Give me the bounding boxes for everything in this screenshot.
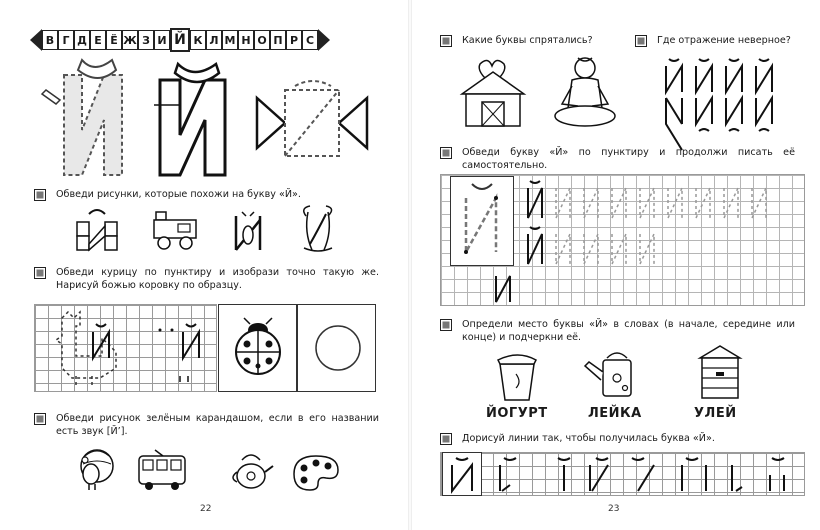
alphabet-letter: Л <box>206 30 222 50</box>
task-wrong-mirror <box>635 34 810 47</box>
task-square-icon <box>34 413 46 425</box>
alphabet-letter: Ж <box>122 30 138 50</box>
task-text: Какие буквы спрятались? <box>462 35 593 46</box>
sample-letter-icon <box>460 180 504 260</box>
word-yogurt: ЙОГУРТ <box>486 406 548 421</box>
arrow-right-icon <box>318 29 330 51</box>
barn-icon <box>458 58 528 130</box>
alphabet-letter: С <box>302 30 318 50</box>
letter-sample-icon <box>90 322 112 362</box>
arrow-left-icon <box>30 29 42 51</box>
task-trace-letter <box>440 146 795 172</box>
alphabet-letter: Д <box>74 30 90 50</box>
task-hidden-letters <box>440 34 630 47</box>
train-icon <box>150 210 200 252</box>
letter-dots-icon <box>158 322 208 382</box>
alphabet-letter: П <box>270 30 286 50</box>
task-complete-lines <box>440 432 795 445</box>
alphabet-letter: Н <box>238 30 254 50</box>
task-square-icon <box>440 35 452 47</box>
alphabet-letter: Ё <box>106 30 122 50</box>
alphabet-letter: З <box>138 30 154 50</box>
task-text: Дорисуй линии так, чтобы получилась буква «Й». <box>462 433 715 444</box>
alphabet-letter: В <box>42 30 58 50</box>
task-trace-chicken <box>34 266 379 292</box>
task-square-icon <box>440 319 452 331</box>
alphabet-letter: Е <box>90 30 106 50</box>
alphabet-right-letters <box>190 30 318 50</box>
task-square-icon <box>440 433 452 445</box>
task-text: Обведи рисунки, которые похожи на букву «Й». <box>56 189 301 200</box>
yogurt-icon <box>496 350 538 402</box>
tram-icon <box>135 448 190 492</box>
task-trace-pictures <box>34 188 379 201</box>
word-leika: ЛЕЙКА <box>588 406 642 421</box>
kettle-icon <box>228 450 274 490</box>
right-page <box>410 0 820 530</box>
task-text: Обведи рисунок зелёным карандашом, если в его названии есть звук [Й’]. <box>56 413 379 437</box>
task-square-icon <box>34 189 46 201</box>
mirror-letters-icon <box>662 56 792 136</box>
task-square-icon <box>440 147 452 159</box>
task-text: Где отражение неверное? <box>657 35 791 46</box>
beehive-icon <box>696 344 744 402</box>
task-square-icon <box>34 267 46 279</box>
alphabet-letter: И <box>154 30 170 50</box>
page-number: 23 <box>608 504 620 514</box>
task-square-icon <box>635 35 647 47</box>
letter-outline-illustration <box>42 60 142 180</box>
page-number: 22 <box>200 504 212 514</box>
alphabet-highlight-letter: Й <box>170 28 190 52</box>
incomplete-letters-icon <box>450 455 790 493</box>
task-text: Обведи букву «Й» по пунктиру и продолжи писать её самостоятельно. <box>462 147 795 171</box>
task-text: Определи место буквы «Й» в словах (в начале, середине или конце) и подчеркни её. <box>462 319 795 343</box>
blocks-icon <box>75 208 120 253</box>
task-letter-position <box>440 318 795 344</box>
empty-circle-icon <box>314 324 362 372</box>
alphabet-letter: К <box>190 30 206 50</box>
alphabet-strip <box>30 28 330 52</box>
task-text: Обведи курицу по пунктиру и изобрази точно такую же. Нарисуй божью коровку по образцу. <box>56 267 379 291</box>
plant-icon <box>298 204 338 254</box>
alphabet-left-letters <box>42 30 170 50</box>
letter-shapes-illustration <box>255 78 370 168</box>
ladybug-icon <box>232 316 284 376</box>
practice-letters-icon <box>526 178 796 302</box>
yogi-icon <box>550 56 620 130</box>
letter-filled-illustration <box>150 60 240 180</box>
word-uley: УЛЕЙ <box>694 406 737 421</box>
insect-icon <box>228 208 268 254</box>
alphabet-letter: Р <box>286 30 302 50</box>
ladybug-divider <box>296 304 298 392</box>
palette-icon <box>290 452 340 492</box>
watering-can-icon <box>585 348 645 400</box>
alphabet-letter: О <box>254 30 270 50</box>
task-color-sound <box>34 412 379 438</box>
alphabet-letter: М <box>222 30 238 50</box>
alphabet-letter: Г <box>58 30 74 50</box>
turkey-icon <box>75 446 117 492</box>
